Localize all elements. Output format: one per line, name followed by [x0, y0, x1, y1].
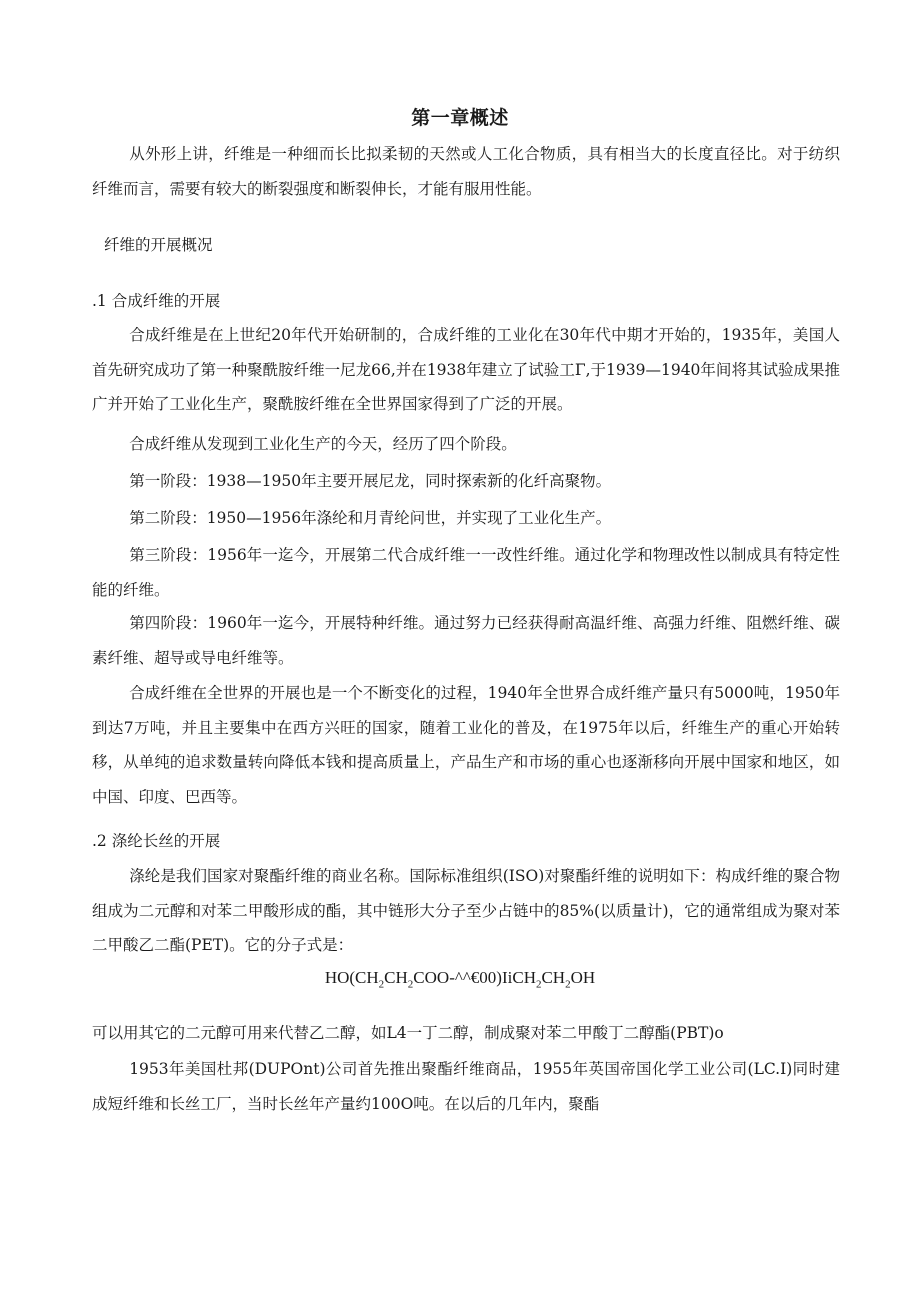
- stage-4: 第四阶段：1960年一迄今，开展特种纤维。通过努力已经获得耐高温纤维、高强力纤维、阻燃纤维、碳素纤维、超导或导电纤维等。: [92, 614, 840, 667]
- subsection-heading-2: .2 涤纶长丝的开展: [92, 832, 221, 850]
- subsection-heading-1: .1 合成纤维的开展: [92, 292, 221, 310]
- section-heading: 纤维的开展概况: [104, 236, 213, 254]
- paragraph-dupont: 1953年美国杜邦(DUPOnt)公司首先推出聚酯纤维商品，1955年英国帝国化学工业公司(LC.I)同时建成短纤维和长丝工厂，当时长丝年产量约100O吨。在以后的几年内，聚酯: [92, 1060, 840, 1113]
- paragraph-global-development: 合成纤维在全世界的开展也是一个不断变化的过程，1940年全世界合成纤维产量只有5000吨，1950年到达7万吨，并且主要集中在西方兴旺的国家，随着工业化的普及，在1975年以后，纤维生产的重心开始转移，从单纯的追求数量转向降低本钱和提高质量上，产品生产和市场的重心也逐渐移向开展中国家和地区，如中国、印度、巴西等。: [92, 684, 840, 806]
- intro-paragraph: 从外形上讲，纤维是一种细而长比拟柔韧的天然或人工化合物质，具有相当大的长度直径比。对于纺织纤维而言，需要有较大的断裂强度和断裂伸长，才能有服用性能。: [92, 145, 840, 198]
- paragraph-pbt: 可以用其它的二元醇可用来代替乙二醇，如L4一丁二醇，制成聚对苯二甲酸丁二醇酯(PBT)o: [92, 1024, 724, 1042]
- paragraph-synthetic-history: 合成纤维是在上世纪20年代开始研制的，合成纤维的工业化在30年代中期才开始的，1935年，美国人首先研究成功了第一种聚酰胺纤维一尼龙66,并在1938年建立了试验工Γ,于1939—1940年间将其试验成果推广并开始了工业化生产，聚酰胺纤维在全世界国家得到了广泛的开展。: [92, 326, 840, 413]
- stage-1: 第一阶段：1938—1950年主要开展尼龙，同时探索新的化纤高聚物。: [129, 472, 612, 490]
- stage-3: 第三阶段：1956年一迄今，开展第二代合成纤维一一改性纤维。通过化学和物理改性以制成具有特定性能的纤维。: [92, 546, 840, 599]
- page-title: 第一章概述: [411, 107, 509, 129]
- paragraph-four-stages: 合成纤维从发现到工业化生产的今天，经历了四个阶段。: [129, 435, 517, 453]
- paragraph-polyester-definition: 涤纶是我们国家对聚酯纤维的商业名称。国际标准组织(ISO)对聚酯纤维的说明如下：构成纤维的聚合物组成为二元醇和对苯二甲酸形成的酯，其中链形大分子至少占链中的85%(以质量计)，它的通常组成为聚对苯二甲酸乙二酯(PET)。它的分子式是：: [92, 867, 840, 954]
- stage-2: 第二阶段：1950—1956年涤纶和月青纶问世，并实现了工业化生产。: [129, 509, 612, 527]
- chemical-formula: $HO(CH_2CH_2COO-\^{}\^{}€00)IiCH_2CH_2OH$: [324, 968, 596, 991]
